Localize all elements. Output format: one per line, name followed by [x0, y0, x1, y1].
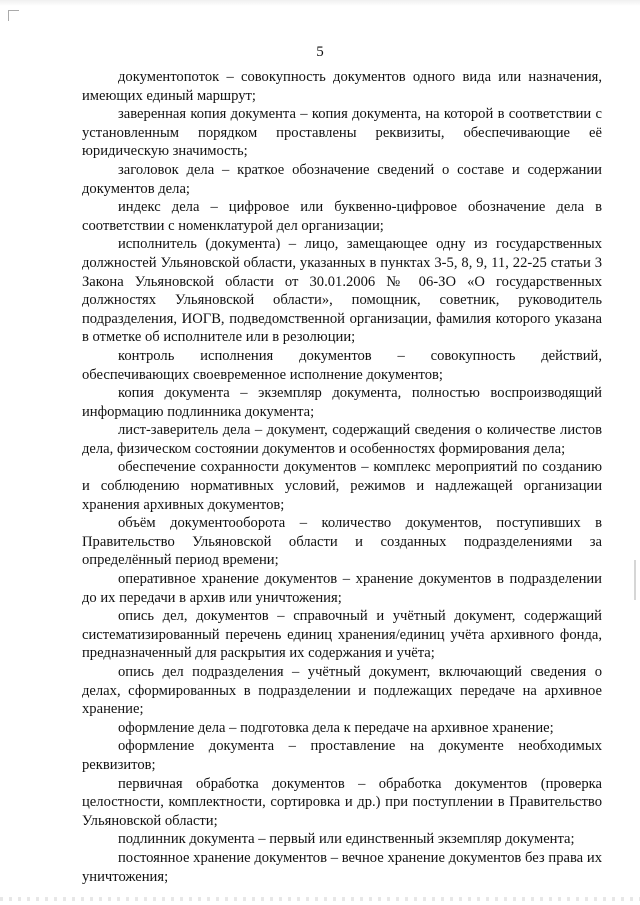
- definition-paragraph: опись дел, документов – справочный и учётный документ, содержащий систематизированный перечень единиц хранения/единиц учёта архивного фонда, предназначенный для раскрытия их содержания и учёта;: [82, 608, 602, 662]
- definition-paragraph: оформление документа – проставление на документе необходимых реквизитов;: [82, 738, 602, 773]
- scan-bottom-noise: [0, 897, 640, 901]
- document-body: [82, 68, 602, 886]
- definition-paragraph: первичная обработка документов – обработка документов (проверка целостности, комплектности, сортировка и др.) при поступлении в Правительство Ульяновской области;: [82, 775, 602, 829]
- definition-paragraph: копия документа – экземпляр документа, полностью воспроизводящий информацию подлинника документа;: [82, 385, 602, 420]
- scan-edge-mark: [634, 560, 636, 600]
- page-number: 5: [316, 44, 324, 60]
- definition-paragraph: оперативное хранение документов – хранение документов в подразделении до их передачи в архив или уничтожения;: [82, 571, 602, 606]
- definition-paragraph: лист-заверитель дела – документ, содержащий сведения о количестве листов дела, физическом состоянии документов и особенностях формирования дела;: [82, 422, 602, 457]
- definition-paragraph: оформление дела – подготовка дела к передаче на архивное хранение;: [118, 719, 554, 736]
- definition-paragraph: подлинник документа – первый или единственный экземпляр документа;: [118, 831, 575, 848]
- definition-paragraph: контроль исполнения документов – совокупность действий, обеспечивающих своевременное исполнение документов;: [82, 347, 602, 383]
- definition-paragraph: индекс дела – цифровое или буквенно-цифровое обозначение дела в соответствии с номенклатурой дел организации;: [82, 199, 602, 234]
- definition-paragraph: опись дел подразделения – учётный документ, включающий сведения о делах, сформированных в подразделении и подлежащих передаче на архивное хранение;: [82, 664, 602, 718]
- scan-corner-mark: [8, 10, 19, 21]
- definition-paragraph: постоянное хранение документов – вечное хранение документов без права их уничтожения;: [82, 849, 602, 885]
- definition-paragraph: документопоток – совокупность документов одного вида или назначения, имеющих единый маршрут;: [82, 69, 602, 104]
- scan-top-edge: [0, 0, 640, 6]
- definition-paragraph: обеспечение сохранности документов – комплекс мероприятий по созданию и соблюдению нормативных условий, режимов и надлежащей организации хранения архивных документов;: [82, 459, 602, 513]
- definition-paragraph: заголовок дела – краткое обозначение сведений о составе и содержании документов дела;: [82, 161, 602, 197]
- definition-paragraph: заверенная копия документа – копия документа, на которой в соответствии с установленным порядком проставлены реквизиты, обеспечивающие её юридическую значимость;: [82, 106, 602, 160]
- definition-paragraph: исполнитель (документа) – лицо, замещающее одну из государственных должностей Ульяновской области, указанных в пунктах 3-5, 8, 9, 11, 22-25 статьи 3 Закона Ульяновской области от 30.01.2006 № 06-ЗО «О государственных должностях Ульяновской области», помощник, советник, руководитель подразделения, ИОГВ, подведомственной организации, фамилия которого указана в отметке об исполнителе или в резолюции;: [82, 236, 602, 346]
- definition-paragraph: объём документооборота – количество документов, поступивших в Правительство Ульяновской области и созданных подразделениями за определённый период времени;: [82, 515, 602, 569]
